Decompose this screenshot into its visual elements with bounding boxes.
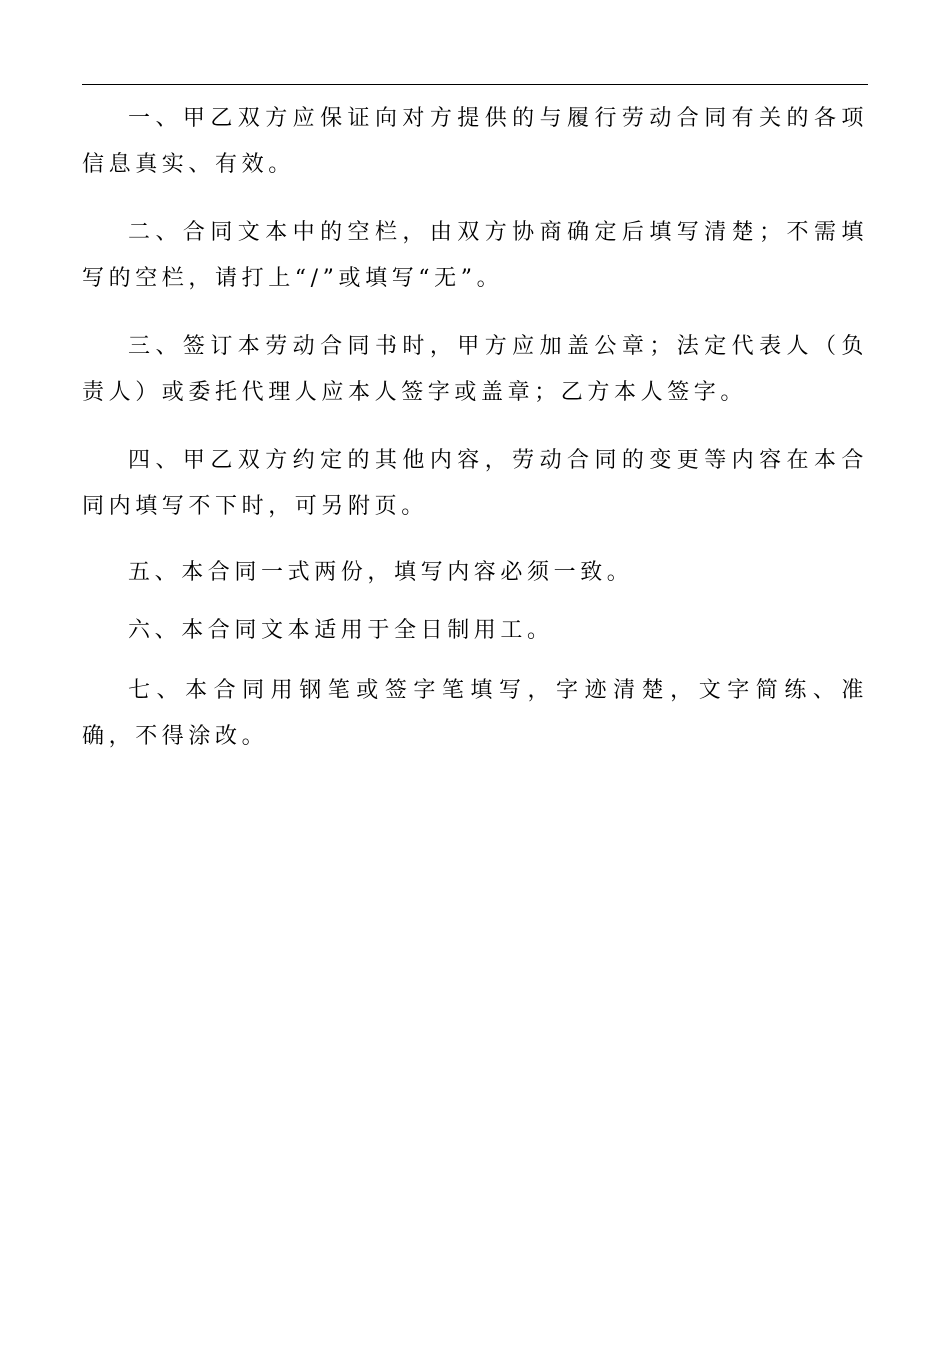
instructions-body bbox=[82, 96, 868, 786]
instruction-paragraph-2: 二、合同文本中的空栏，由双方协商确定后填写清楚；不需填写的空栏，请打上“/”或填写“无”。 bbox=[82, 220, 868, 291]
header-rule bbox=[82, 84, 868, 85]
document-page bbox=[82, 0, 868, 1346]
instruction-paragraph-5: 五、本合同一式两份，填写内容必须一致。 bbox=[128, 560, 634, 585]
instruction-paragraph-3: 三、签订本劳动合同书时，甲方应加盖公章；法定代表人（负责人）或委托代理人应本人签字或盖章；乙方本人签字。 bbox=[82, 334, 868, 405]
instruction-paragraph-6: 六、本合同文本适用于全日制用工。 bbox=[128, 618, 554, 643]
instruction-paragraph-4: 四、甲乙双方约定的其他内容，劳动合同的变更等内容在本合同内填写不下时，可另附页。 bbox=[82, 448, 868, 519]
instruction-paragraph-7: 七、本合同用钢笔或签字笔填写，字迹清楚，文字简练、准确，不得涂改。 bbox=[82, 678, 868, 749]
instruction-paragraph-1: 一、甲乙双方应保证向对方提供的与履行劳动合同有关的各项信息真实、有效。 bbox=[82, 106, 868, 177]
